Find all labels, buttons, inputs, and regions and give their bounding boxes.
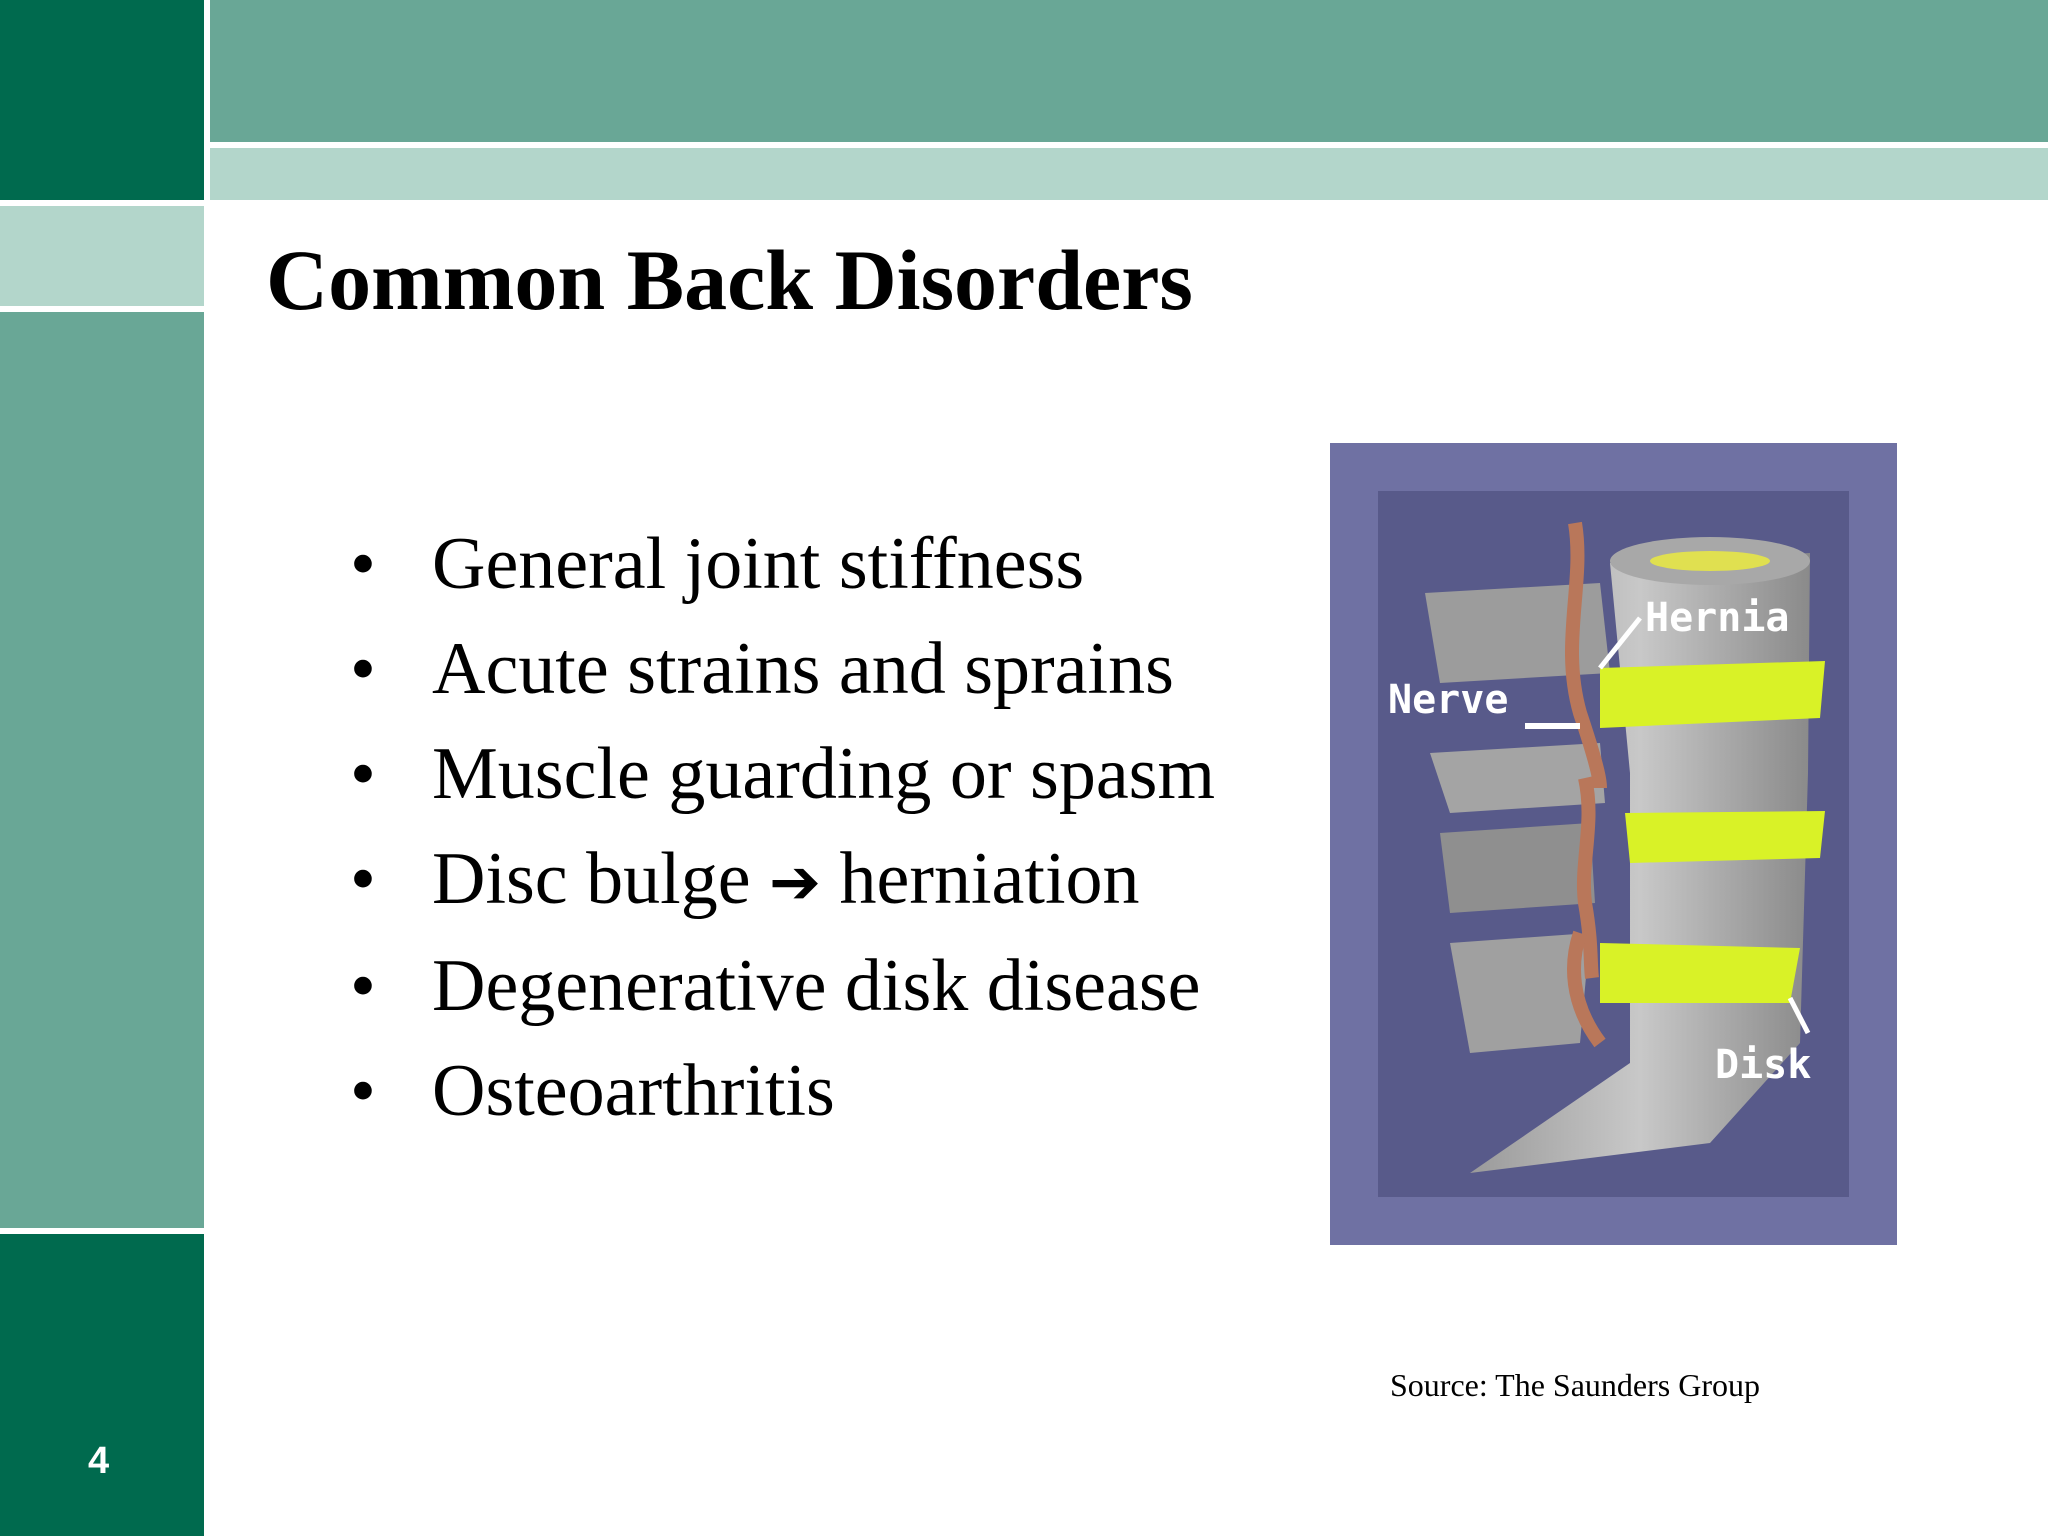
bullet-item: • Disc bulge ➔ herniation xyxy=(350,827,1215,934)
sidebar-dark-top xyxy=(0,0,204,200)
header-band xyxy=(210,0,2048,142)
disk-label: Disk xyxy=(1715,1042,1812,1088)
bullet-item: • Degenerative disk disease xyxy=(350,934,1215,1039)
bullet-item: • Acute strains and sprains xyxy=(350,617,1215,722)
spine-illustration xyxy=(1330,443,1897,1245)
right-arrow-icon: ➔ xyxy=(769,845,821,918)
bullet-item: • Muscle guarding or spasm xyxy=(350,722,1215,827)
sidebar-light-block xyxy=(0,206,204,306)
nerve-label: Nerve xyxy=(1388,677,1509,723)
bullet-list xyxy=(350,512,1215,1144)
page-number: 4 xyxy=(88,1440,110,1482)
sidebar-dark-bottom xyxy=(0,1234,204,1536)
bullet-item: • General joint stiffness xyxy=(350,512,1215,617)
hernia-label: Hernia xyxy=(1645,595,1790,641)
header-light-band xyxy=(210,148,2048,200)
sidebar-mid-block xyxy=(0,312,204,1228)
slide-title: Common Back Disorders xyxy=(266,232,1193,328)
bullet-item: • Osteoarthritis xyxy=(350,1039,1215,1144)
source-caption: Source: The Saunders Group xyxy=(1390,1367,1760,1403)
